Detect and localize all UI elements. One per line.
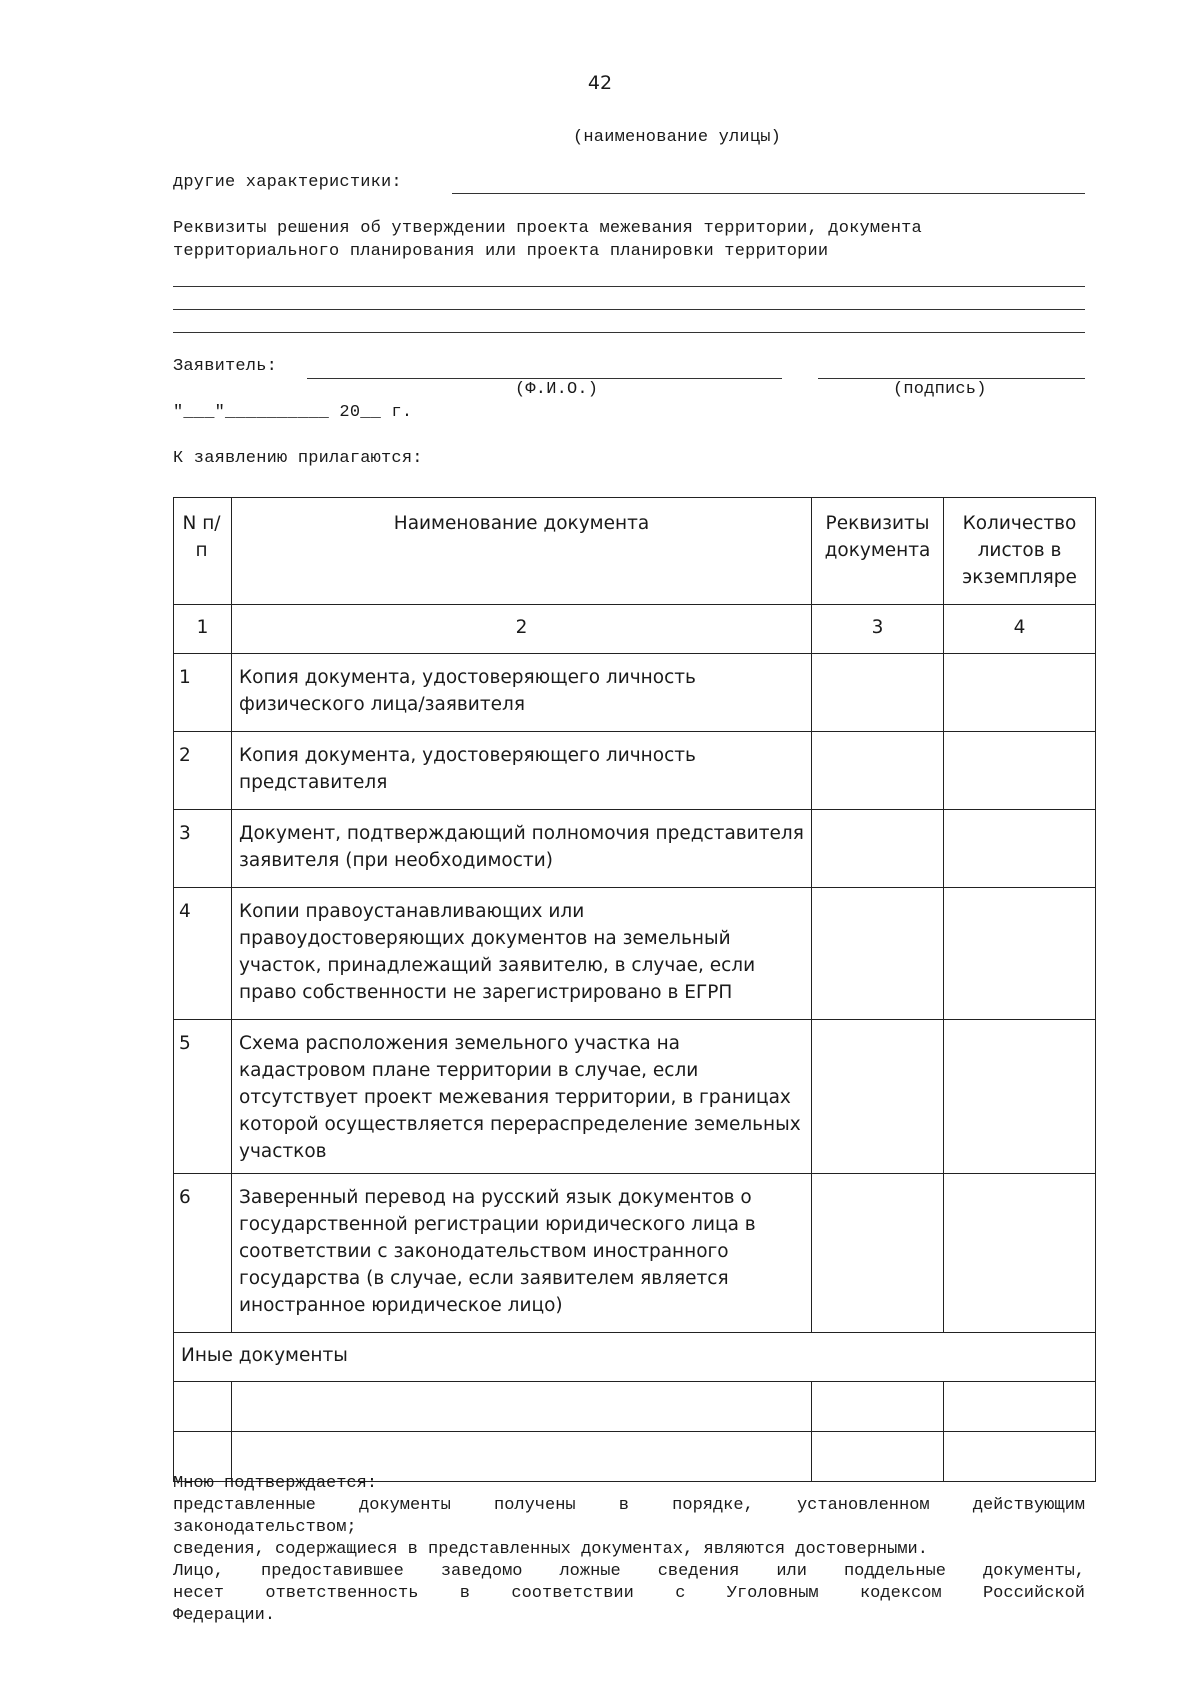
confirmation-line-5: несет ответственность в соответствии с Уголовным кодексом Российской — [173, 1584, 1085, 1603]
other-documents-label: Иные документы — [174, 1333, 1096, 1382]
empty-cell[interactable] — [944, 1382, 1096, 1432]
table-row — [174, 732, 1096, 810]
other-characteristics-label: другие характеристики: — [173, 173, 402, 192]
attachments-table — [173, 497, 1096, 1482]
street-name-caption: (наименование улицы) — [573, 128, 782, 147]
row-requisites-cell[interactable] — [812, 1020, 944, 1174]
table-row — [174, 888, 1096, 1020]
confirmation-line-4: Лицо, предоставившее заведомо ложные сведения или поддельные документы, — [173, 1562, 1085, 1581]
applicant-signature-field[interactable] — [818, 378, 1085, 379]
other-characteristics-field[interactable] — [452, 193, 1085, 194]
requisites-line-1: Реквизиты решения об утверждении проекта межевания территории, документа — [173, 219, 922, 238]
row-requisites-cell[interactable] — [812, 732, 944, 810]
index-cell: 3 — [812, 605, 944, 654]
table-row — [174, 810, 1096, 888]
row-sheets-cell[interactable] — [944, 732, 1096, 810]
page-number: 42 — [587, 72, 613, 94]
table-header-row — [174, 498, 1096, 605]
header-name: Наименование документа — [232, 498, 812, 605]
row-document-name: Копии правоустанавливающих или правоудостоверяющих документов на земельный участок, принадлежащий заявителю, в случае, если право собственности не зарегистрировано в ЕГРП — [232, 888, 812, 1020]
row-requisites-cell[interactable] — [812, 654, 944, 732]
confirmation-line-1: представленные документы получены в порядке, установленном действующим — [173, 1496, 1085, 1515]
confirmation-line-6: Федерации. — [173, 1606, 276, 1625]
row-sheets-cell[interactable] — [944, 810, 1096, 888]
header-sheets: Количество листов в экземпляре — [944, 498, 1096, 605]
fio-caption: (Ф.И.О.) — [515, 380, 599, 399]
confirmation-line-2: законодательством; — [173, 1518, 357, 1537]
row-sheets-cell[interactable] — [944, 654, 1096, 732]
index-cell: 4 — [944, 605, 1096, 654]
row-document-name: Документ, подтверждающий полномочия представителя заявителя (при необходимости) — [232, 810, 812, 888]
requisites-field-line-3[interactable] — [173, 332, 1085, 333]
header-num: N п/п — [174, 498, 232, 605]
empty-cell[interactable] — [812, 1382, 944, 1432]
row-requisites-cell[interactable] — [812, 1174, 944, 1333]
requisites-field-line-2[interactable] — [173, 309, 1085, 310]
row-number: 6 — [174, 1174, 232, 1333]
header-requisites: Реквизиты документа — [812, 498, 944, 605]
requisites-line-2: территориального планирования или проекта планировки территории — [173, 242, 829, 261]
row-document-name: Копия документа, удостоверяющего личность физического лица/заявителя — [232, 654, 812, 732]
table-index-row — [174, 605, 1096, 654]
row-sheets-cell[interactable] — [944, 1174, 1096, 1333]
row-document-name: Копия документа, удостоверяющего личность представителя — [232, 732, 812, 810]
row-number: 1 — [174, 654, 232, 732]
confirmation-line-3: сведения, содержащиеся в представленных документах, являются достоверными. — [173, 1540, 928, 1559]
row-number: 3 — [174, 810, 232, 888]
row-number: 5 — [174, 1020, 232, 1174]
attachments-label: К заявлению прилагаются: — [173, 449, 423, 468]
table-row — [174, 654, 1096, 732]
confirmation-title: Мною подтверждается: — [173, 1474, 378, 1493]
index-cell: 2 — [232, 605, 812, 654]
row-document-name: Заверенный перевод на русский язык документов о государственной регистрации юридического лица в соответствии с законодательством иностранного государства (в случае, если заявителем является иностранное юридическое лицо) — [232, 1174, 812, 1333]
applicant-label: Заявитель: — [173, 357, 278, 376]
row-number: 4 — [174, 888, 232, 1020]
row-sheets-cell[interactable] — [944, 888, 1096, 1020]
date-field[interactable]: "___"__________ 20__ г. — [173, 403, 413, 422]
row-sheets-cell[interactable] — [944, 1020, 1096, 1174]
requisites-field-line-1[interactable] — [173, 286, 1085, 287]
empty-cell[interactable] — [232, 1382, 812, 1432]
signature-caption: (подпись) — [893, 380, 987, 399]
table-row-empty — [174, 1382, 1096, 1432]
table-row — [174, 1020, 1096, 1174]
row-requisites-cell[interactable] — [812, 810, 944, 888]
row-number: 2 — [174, 732, 232, 810]
other-documents-row — [174, 1333, 1096, 1382]
row-requisites-cell[interactable] — [812, 888, 944, 1020]
index-cell: 1 — [174, 605, 232, 654]
row-document-name: Схема расположения земельного участка на кадастровом плане территории в случае, если отсутствует проект межевания территории, в границах которой осуществляется перераспределение земельных участков — [232, 1020, 812, 1174]
applicant-fio-field[interactable] — [307, 378, 782, 379]
table-row — [174, 1174, 1096, 1333]
empty-cell[interactable] — [174, 1382, 232, 1432]
